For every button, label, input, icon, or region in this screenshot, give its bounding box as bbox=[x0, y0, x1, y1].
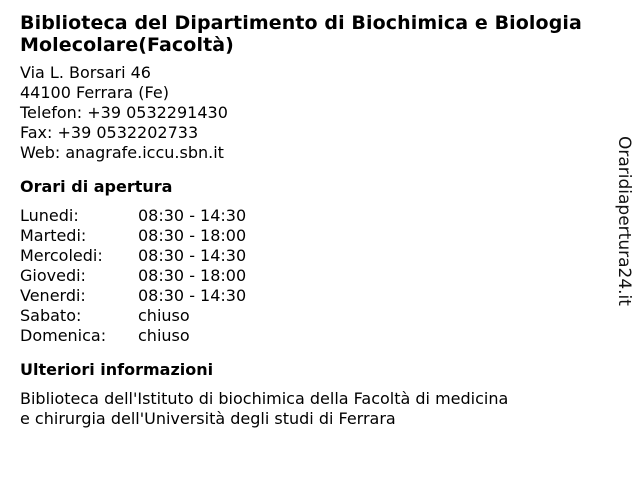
city-address: 44100 Ferrara (Fe) bbox=[20, 83, 169, 102]
info-text: Biblioteca dell'Istituto di biochimica della Facoltà di medicina e chirurgia dell'Università degli studi di Ferrara bbox=[20, 389, 509, 428]
day-hours: chiuso bbox=[138, 326, 190, 345]
library-card bbox=[20, 12, 610, 429]
hours-row-wednesday bbox=[20, 246, 610, 266]
day-label: Mercoledi: bbox=[20, 246, 103, 265]
hours-row-friday bbox=[20, 286, 610, 306]
day-hours: 08:30 - 14:30 bbox=[138, 286, 247, 305]
fax-number: Fax: +39 0532202733 bbox=[20, 123, 199, 142]
day-hours: 08:30 - 14:30 bbox=[138, 206, 247, 225]
day-hours: 08:30 - 18:00 bbox=[138, 266, 247, 285]
street-address: Via L. Borsari 46 bbox=[20, 63, 151, 82]
day-hours: 08:30 - 14:30 bbox=[138, 246, 247, 265]
day-label: Sabato: bbox=[20, 306, 82, 325]
day-hours: chiuso bbox=[138, 306, 190, 325]
address-block bbox=[20, 63, 610, 163]
phone-number: Telefon: +39 0532291430 bbox=[20, 103, 228, 122]
hours-heading: Orari di apertura bbox=[20, 177, 173, 196]
website: Web: anagrafe.iccu.sbn.it bbox=[20, 143, 224, 162]
info-heading: Ulteriori informazioni bbox=[20, 360, 214, 379]
day-label: Venerdi: bbox=[20, 286, 86, 305]
page-title: Biblioteca del Dipartimento di Biochimica e Biologia Molecolare(Facoltà) bbox=[20, 12, 582, 56]
watermark-site-name: Oraridiapertura24.it bbox=[614, 136, 634, 306]
day-hours: 08:30 - 18:00 bbox=[138, 226, 247, 245]
day-label: Domenica: bbox=[20, 326, 107, 345]
hours-row-saturday bbox=[20, 306, 610, 326]
hours-row-tuesday bbox=[20, 226, 610, 246]
day-label: Martedi: bbox=[20, 226, 87, 245]
hours-row-thursday bbox=[20, 266, 610, 286]
hours-row-monday bbox=[20, 206, 610, 226]
day-label: Lunedi: bbox=[20, 206, 79, 225]
opening-hours-list bbox=[20, 206, 610, 346]
day-label: Giovedi: bbox=[20, 266, 86, 285]
hours-row-sunday bbox=[20, 326, 610, 346]
